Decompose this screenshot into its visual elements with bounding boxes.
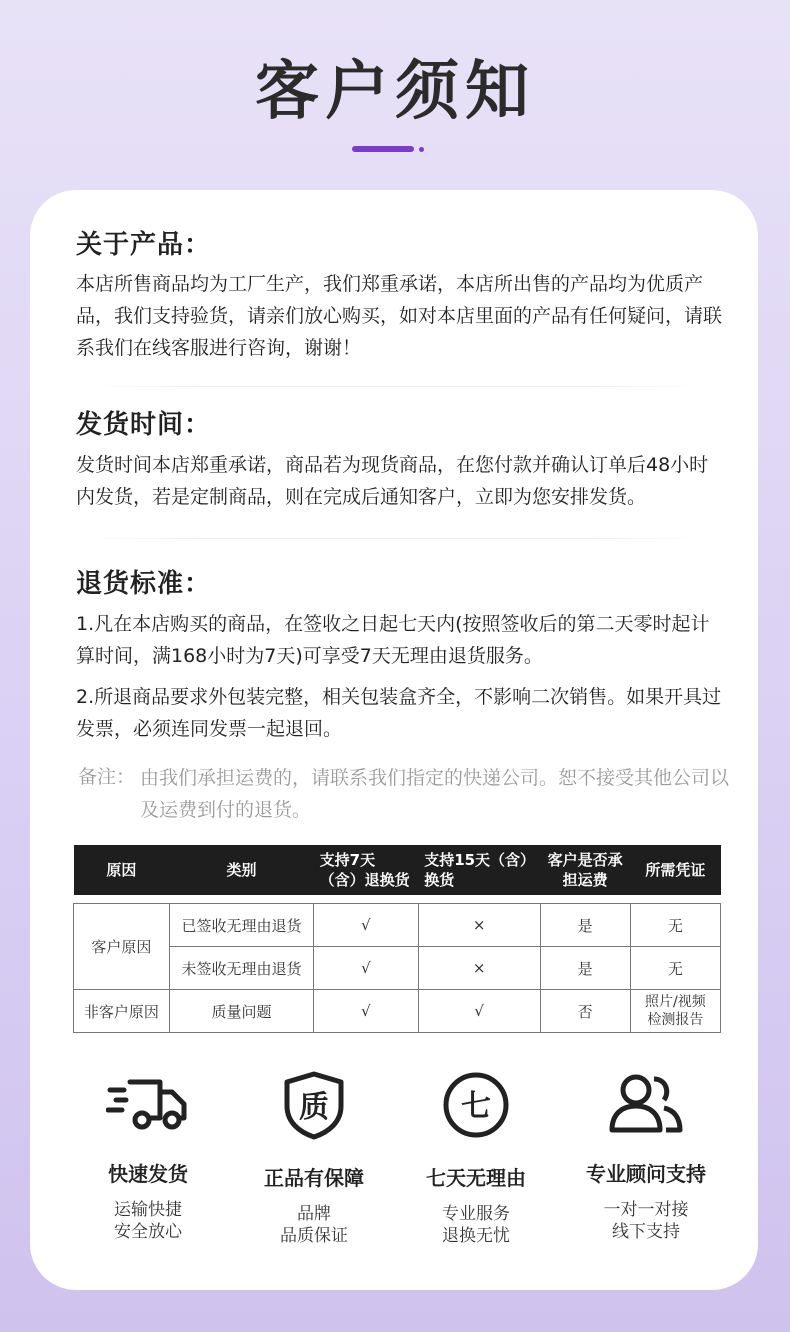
seven-circle-icon <box>441 1070 511 1140</box>
table-header-row <box>74 845 721 895</box>
table-row <box>74 947 721 990</box>
returns-section-title: 退货标准： <box>76 569 212 599</box>
feature-line: 品牌 <box>297 1204 331 1224</box>
table-header: 支持15天（含）换货 <box>418 845 540 895</box>
return-rule-1: 1.凡在本店购买的商品，在签收之日起七天内(按照签收后的第二天零时起计算时间，满168小时为7天)可享受7天无理由退货服务。 <box>76 613 710 667</box>
table-cell: 无 <box>630 904 720 947</box>
table-cell: √ <box>418 990 540 1033</box>
table-cell: 未签收无理由退货 <box>169 947 313 990</box>
table-row <box>74 904 721 947</box>
product-text: 本店所售商品均为工厂生产，我们郑重承诺，本店所出售的产品均为优质产品，我们支持验货，请亲们放心购买，如对本店里面的产品有任何疑问，请联系我们在线客服进行咨询，谢谢！ <box>76 273 723 359</box>
feature-line: 线下支持 <box>612 1222 680 1242</box>
svg-text:七: 七 <box>461 1089 491 1124</box>
table-cell: 非客户原因 <box>74 990 170 1033</box>
table-header: 所需凭证 <box>630 845 720 895</box>
feature-line: 运输快捷 <box>114 1200 182 1220</box>
feature-desc <box>566 1199 726 1243</box>
table-header: 支持7天（含）退换货 <box>314 845 419 895</box>
return-rule-2: 2.所退商品要求外包装完整，相关包装盒齐全，不影响二次销售。如果开具过发票，必须连同发票一起退回。 <box>76 686 722 740</box>
quality-shield-icon <box>279 1070 349 1140</box>
truck-icon <box>106 1070 190 1136</box>
feature-line: 专业服务 <box>442 1204 510 1224</box>
feature-line: 退换无忧 <box>442 1226 510 1246</box>
table-cell: × <box>418 904 540 947</box>
feature-item <box>68 1070 228 1243</box>
title-underline <box>352 146 414 152</box>
feature-line: 一对一对接 <box>603 1200 689 1220</box>
return-policy-table <box>73 845 721 1033</box>
table-header: 原因 <box>74 845 170 895</box>
table-cell: √ <box>314 904 419 947</box>
page-title: 客户须知 <box>255 55 535 129</box>
notice-card <box>30 190 758 1290</box>
feature-desc <box>396 1203 556 1247</box>
table-cell: 无 <box>630 947 720 990</box>
divider <box>76 538 716 539</box>
divider <box>76 386 716 387</box>
table-cell: 是 <box>540 947 630 990</box>
feature-title: 正品有保障 <box>264 1166 364 1190</box>
feature-item <box>234 1070 394 1247</box>
table-cell: × <box>418 947 540 990</box>
note-label: 备注： <box>78 766 136 788</box>
table-cell: 否 <box>540 990 630 1033</box>
svg-text:质: 质 <box>299 1090 329 1125</box>
table-cell: 客户原因 <box>74 904 170 990</box>
table-cell: √ <box>314 990 419 1033</box>
feature-desc <box>68 1199 228 1243</box>
shipping-text: 发货时间本店郑重承诺，商品若为现货商品，在您付款并确认订单后48小时内发货，若是定制商品，则在完成后通知客户，立即为您安排发货。 <box>76 454 709 508</box>
table-header: 类别 <box>169 845 313 895</box>
feature-title: 快速发货 <box>108 1162 188 1186</box>
feature-item <box>396 1070 556 1247</box>
feature-line: 品质保证 <box>280 1226 348 1246</box>
table-row <box>74 990 721 1033</box>
table-cell: √ <box>314 947 419 990</box>
users-icon <box>608 1070 684 1136</box>
table-cell: 照片/视频检测报告 <box>630 990 720 1033</box>
feature-title: 专业顾问支持 <box>586 1162 706 1186</box>
note-text: 由我们承担运费的，请联系我们指定的快递公司。恕不接受其他公司以及运费到付的退货。 <box>140 767 730 821</box>
feature-desc <box>234 1203 394 1247</box>
table-cell: 质量问题 <box>169 990 313 1033</box>
title-dot <box>419 147 424 152</box>
feature-item <box>566 1070 726 1243</box>
feature-title: 七天无理由 <box>426 1166 526 1190</box>
feature-line: 安全放心 <box>114 1222 182 1242</box>
features-row <box>30 1070 758 1270</box>
product-section-title: 关于产品： <box>76 230 212 260</box>
shipping-section-title: 发货时间： <box>76 410 212 440</box>
table-cell: 已签收无理由退货 <box>169 904 313 947</box>
table-cell: 是 <box>540 904 630 947</box>
table-header: 客户是否承担运费 <box>540 845 630 895</box>
